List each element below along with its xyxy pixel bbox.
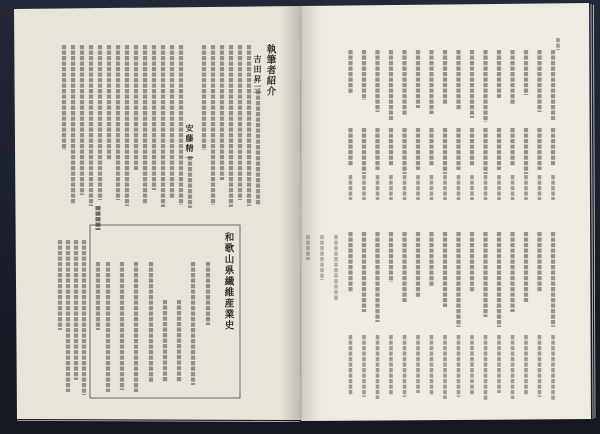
gutter-shadow — [280, 5, 322, 422]
author-name-2: 安藤精一 — [185, 124, 195, 164]
colophon-book-title: 和歌山県繊維産業史 — [222, 232, 234, 331]
contributors-heading: 執筆者紹介 — [264, 44, 276, 97]
author-name-1: 吉田昇三 — [253, 55, 263, 95]
